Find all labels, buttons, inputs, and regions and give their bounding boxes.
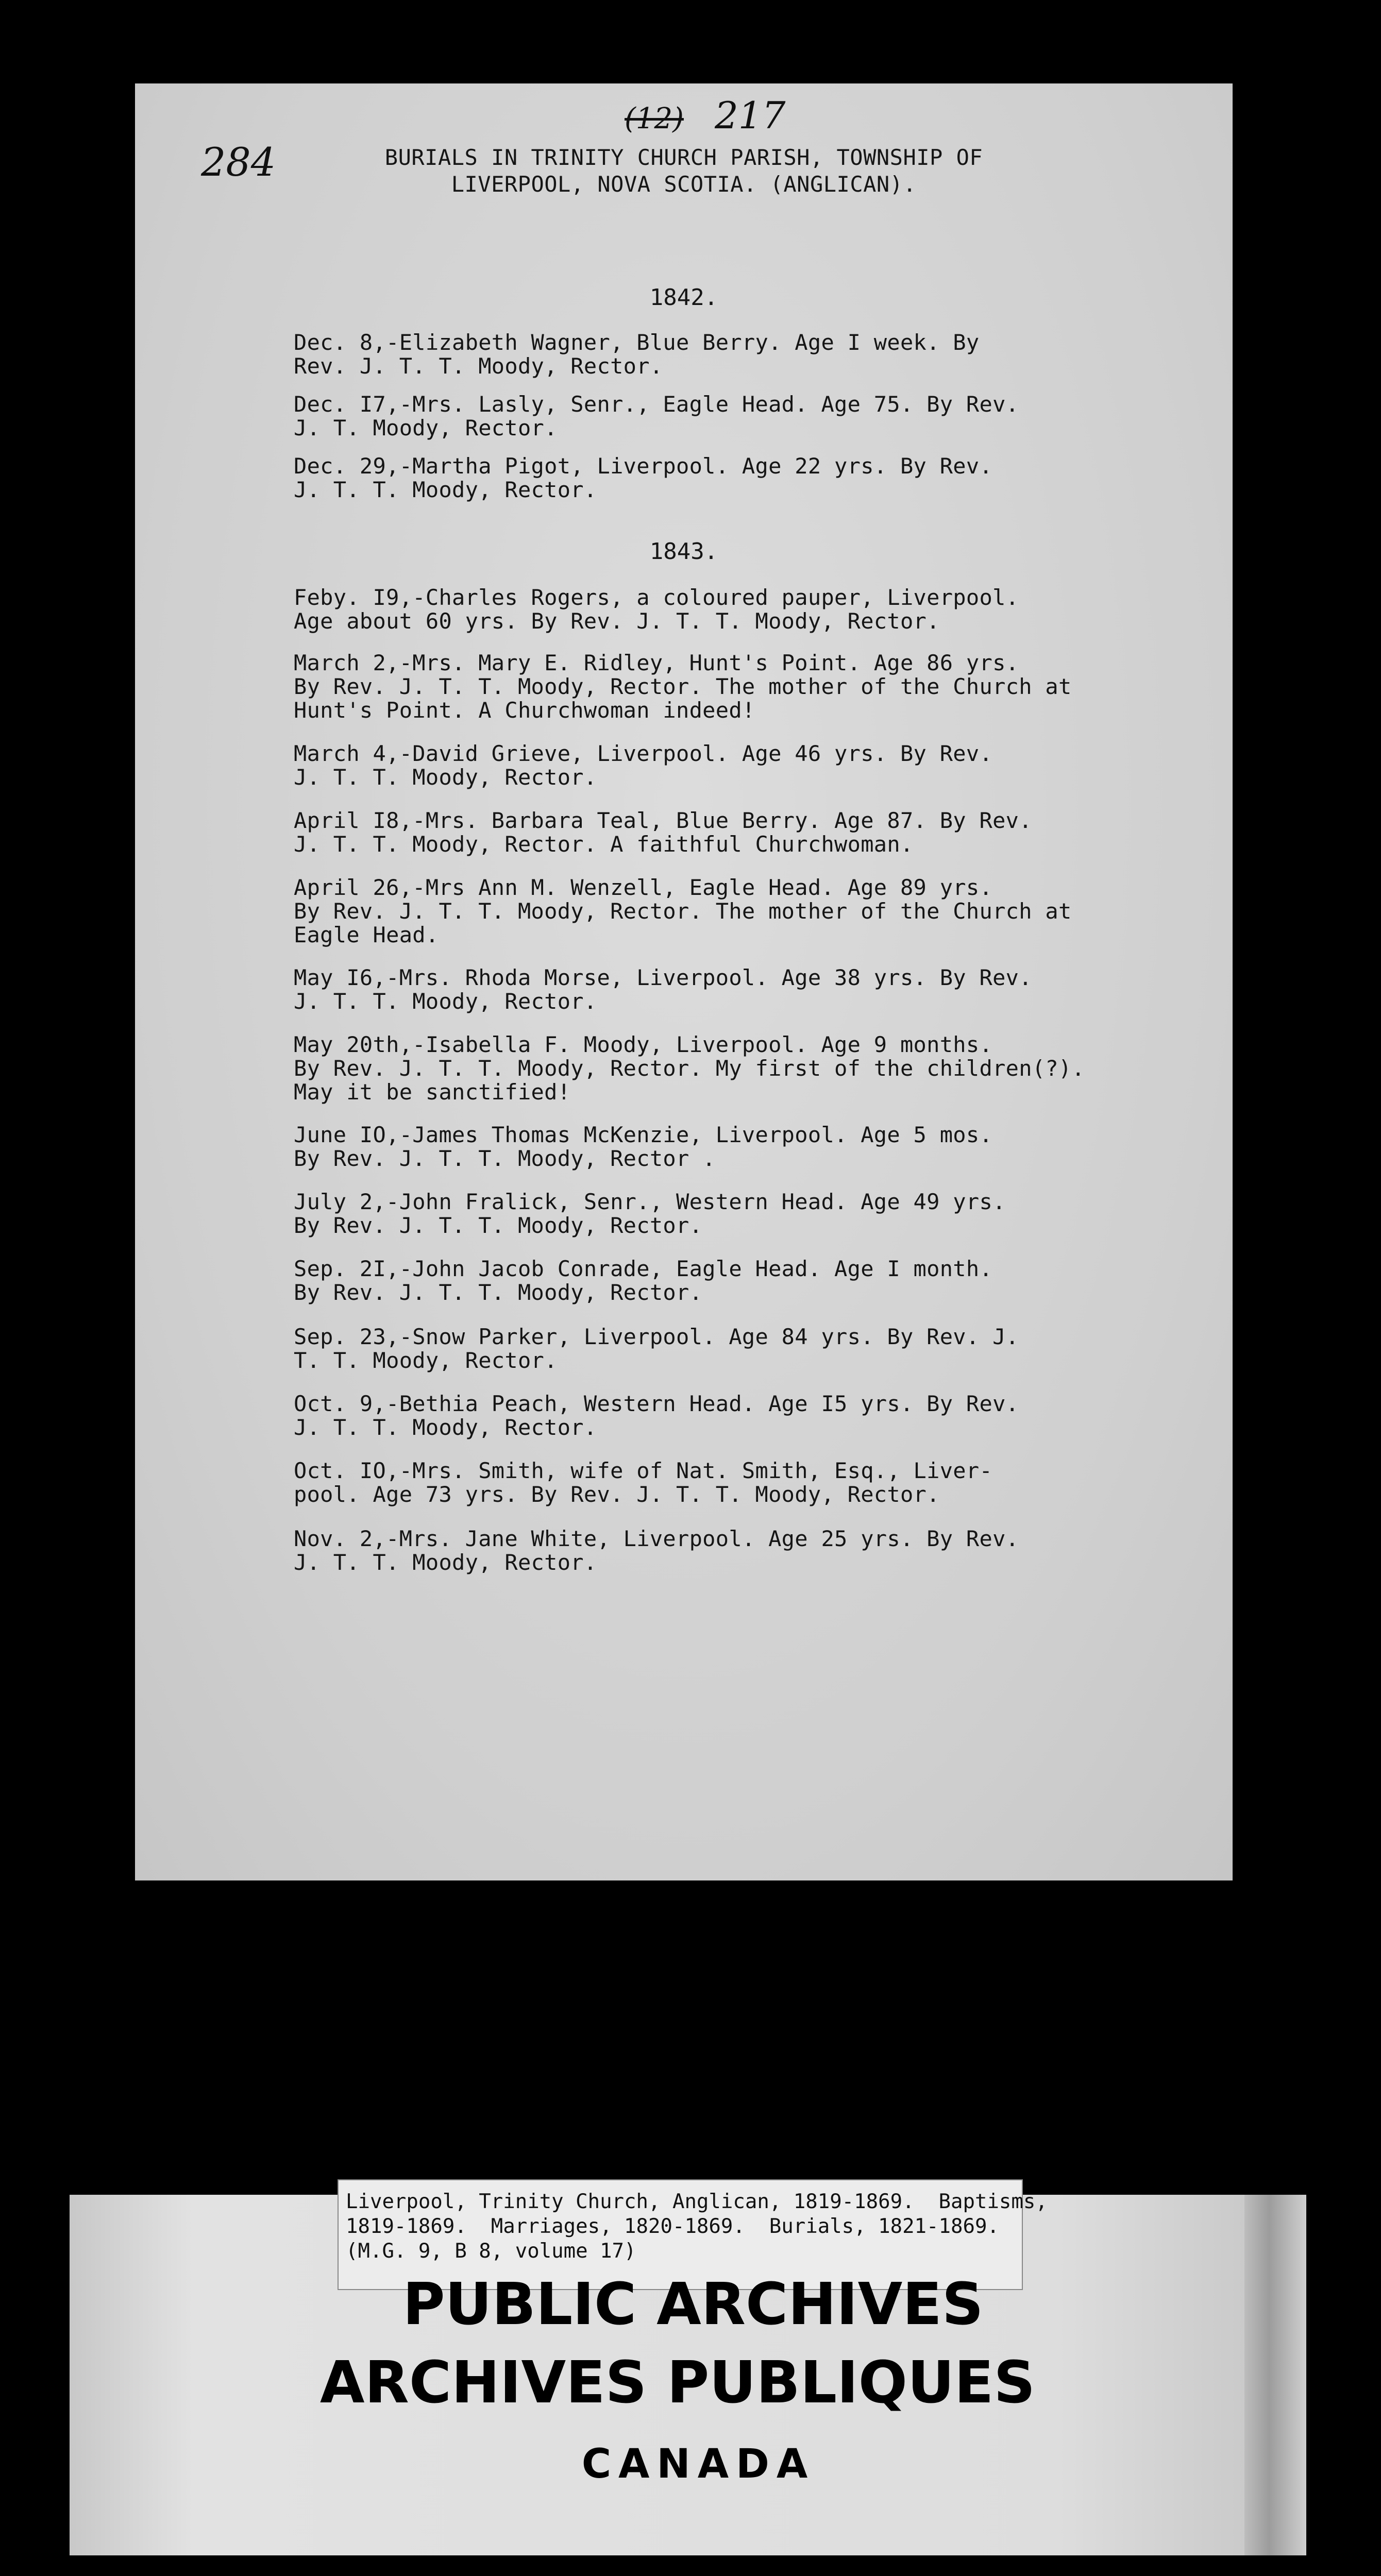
burial-entry: July 2,-John Fralick, Senr., Western Head. Age 49 yrs. By Rev. J. T. T. Moody, Rector.: [294, 1189, 1006, 1238]
archive-reference-label: Liverpool, Trinity Church, Anglican, 1819-1869. Baptisms, 1819-1869. Marriages, 1820-1869. Burials, 1821-1869. (M.G. 9, B 8, volume 17): [338, 2179, 1023, 2290]
burial-entry: Dec. 8,-Elizabeth Wagner, Blue Berry. Age I week. By Rev. J. T. T. Moody, Rector.: [294, 330, 980, 379]
handwritten-folio-number: [625, 94, 785, 137]
folio-number: 217: [714, 94, 786, 137]
stamp-archives-publiques: ARCHIVES PUBLIQUES: [319, 2349, 1036, 2416]
archive-stamp-card: [70, 2190, 1306, 2555]
burial-entry: Oct. IO,-Mrs. Smith, wife of Nat. Smith, Esq., Liver- pool. Age 73 yrs. By Rev. J. T. T. Moody, Rector.: [294, 1458, 993, 1507]
struck-folio-number: (12): [625, 102, 684, 135]
document-heading: [135, 144, 1233, 198]
burial-entry: March 2,-Mrs. Mary E. Ridley, Hunt's Point. Age 86 yrs. By Rev. J. T. T. Moody, Rector. The mother of the Church at Hunt's Point. A Churchwoman indeed!: [294, 650, 1072, 723]
burial-entry: May I6,-Mrs. Rhoda Morse, Liverpool. Age 38 yrs. By Rev. J. T. T. Moody, Rector.: [294, 965, 1032, 1014]
stamp-public-archives: PUBLIC ARCHIVES: [402, 2271, 984, 2338]
burial-entry: Dec. I7,-Mrs. Lasly, Senr., Eagle Head. Age 75. By Rev. J. T. Moody, Rector.: [294, 392, 1019, 440]
burial-entry: April I8,-Mrs. Barbara Teal, Blue Berry. Age 87. By Rev. J. T. T. Moody, Rector. A faithful Churchwoman.: [294, 808, 1032, 857]
year-heading-1842: 1842.: [649, 284, 718, 311]
year-heading-1843: 1843.: [649, 538, 718, 565]
document-page: [135, 83, 1233, 1880]
burial-entry: May 20th,-Isabella F. Moody, Liverpool. Age 9 months. By Rev. J. T. T. Moody, Rector. My first of the children(?). May it be sanctified!: [294, 1032, 1085, 1105]
heading-line-2: LIVERPOOL, NOVA SCOTIA. (ANGLICAN).: [451, 172, 917, 197]
burial-entry: Nov. 2,-Mrs. Jane White, Liverpool. Age 25 yrs. By Rev. J. T. T. Moody, Rector.: [294, 1526, 1019, 1575]
handwritten-page-number: 284: [201, 139, 276, 185]
burial-entry: Feby. I9,-Charles Rogers, a coloured pauper, Liverpool. Age about 60 yrs. By Rev. J. T. T. Moody, Rector.: [294, 585, 1019, 634]
burial-entry: Dec. 29,-Martha Pigot, Liverpool. Age 22 yrs. By Rev. J. T. T. Moody, Rector.: [294, 453, 993, 502]
burial-entry: April 26,-Mrs Ann M. Wenzell, Eagle Head. Age 89 yrs. By Rev. J. T. T. Moody, Rector. The mother of the Church at Eagle Head.: [294, 875, 1072, 947]
heading-line-1: BURIALS IN TRINITY CHURCH PARISH, TOWNSHIP OF: [384, 145, 983, 170]
burial-entry: Sep. 23,-Snow Parker, Liverpool. Age 84 yrs. By Rev. J. T. T. Moody, Rector.: [294, 1324, 1019, 1373]
burial-entry: June IO,-James Thomas McKenzie, Liverpool. Age 5 mos. By Rev. J. T. T. Moody, Rector .: [294, 1122, 993, 1171]
burial-entry: Oct. 9,-Bethia Peach, Western Head. Age I5 yrs. By Rev. J. T. T. Moody, Rector.: [294, 1391, 1019, 1440]
burial-entry: Sep. 2I,-John Jacob Conrade, Eagle Head. Age I month. By Rev. J. T. T. Moody, Rector.: [294, 1256, 993, 1305]
stamp-canada: CANADA: [581, 2441, 815, 2487]
burial-entry: March 4,-David Grieve, Liverpool. Age 46 yrs. By Rev. J. T. T. Moody, Rector.: [294, 741, 993, 790]
